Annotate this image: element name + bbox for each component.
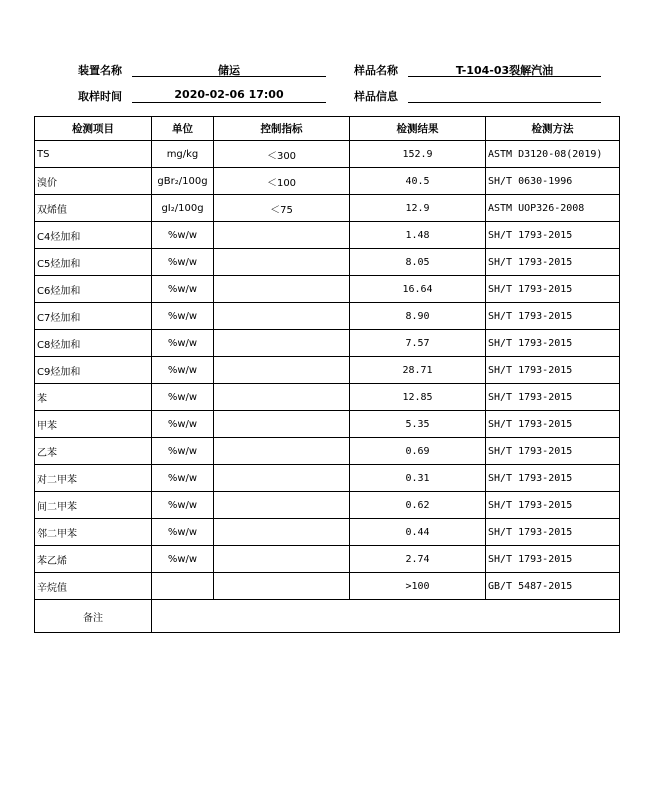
cell-method: SH/T 0630-1996 <box>486 168 620 195</box>
cell-unit: %w/w <box>152 492 214 519</box>
cell-item: 溴价 <box>35 168 152 195</box>
cell-result: 5.35 <box>350 411 486 438</box>
table-row <box>35 141 620 168</box>
cell-unit: gI₂/100g <box>152 195 214 222</box>
cell-result: 0.62 <box>350 492 486 519</box>
cell-method: SH/T 1793-2015 <box>486 276 620 303</box>
table-row <box>35 519 620 546</box>
cell-limit: ＜100 <box>214 168 350 195</box>
cell-unit: %w/w <box>152 438 214 465</box>
table-row <box>35 222 620 249</box>
cell-result: 28.71 <box>350 357 486 384</box>
table-row <box>35 573 620 600</box>
cell-item: C8烃加和 <box>35 330 152 357</box>
cell-item: 甲苯 <box>35 411 152 438</box>
cell-unit: gBr₂/100g <box>152 168 214 195</box>
column-header-item: 检测项目 <box>35 117 152 141</box>
table-row <box>35 411 620 438</box>
cell-result: 152.9 <box>350 141 486 168</box>
cell-unit: %w/w <box>152 546 214 573</box>
sample-name-label: 样品名称 <box>354 64 398 77</box>
sample-time-label: 取样时间 <box>78 90 122 103</box>
table-row <box>35 492 620 519</box>
cell-limit <box>214 411 350 438</box>
table-row <box>35 330 620 357</box>
cell-item: 双烯值 <box>35 195 152 222</box>
cell-unit: %w/w <box>152 303 214 330</box>
cell-result: 8.05 <box>350 249 486 276</box>
cell-item: 邻二甲苯 <box>35 519 152 546</box>
cell-item: 辛烷值 <box>35 573 152 600</box>
results-table <box>34 116 620 633</box>
cell-result: 16.64 <box>350 276 486 303</box>
table-row <box>35 168 620 195</box>
cell-limit <box>214 573 350 600</box>
cell-result: 0.31 <box>350 465 486 492</box>
cell-method: SH/T 1793-2015 <box>486 384 620 411</box>
cell-result: 2.74 <box>350 546 486 573</box>
cell-unit: %w/w <box>152 357 214 384</box>
cell-method: SH/T 1793-2015 <box>486 519 620 546</box>
table-row <box>35 465 620 492</box>
cell-unit: %w/w <box>152 465 214 492</box>
table-row <box>35 249 620 276</box>
cell-method: SH/T 1793-2015 <box>486 411 620 438</box>
device-name-underline <box>132 76 326 77</box>
sample-time-underline <box>132 102 326 103</box>
cell-limit <box>214 492 350 519</box>
cell-method: SH/T 1793-2015 <box>486 222 620 249</box>
sample-name-underline <box>408 76 601 77</box>
remark-row <box>35 600 620 633</box>
cell-item: 苯乙烯 <box>35 546 152 573</box>
cell-unit: %w/w <box>152 222 214 249</box>
cell-result: 0.69 <box>350 438 486 465</box>
column-header-unit: 单位 <box>152 117 214 141</box>
cell-method: SH/T 1793-2015 <box>486 546 620 573</box>
sample-name-value: T-104-03裂解汽油 <box>455 64 554 77</box>
cell-item: TS <box>35 141 152 168</box>
table-row <box>35 357 620 384</box>
cell-unit: %w/w <box>152 249 214 276</box>
table-header-row <box>35 117 620 141</box>
cell-method: ASTM UOP326-2008 <box>486 195 620 222</box>
cell-result: 0.44 <box>350 519 486 546</box>
cell-limit <box>214 465 350 492</box>
cell-method: SH/T 1793-2015 <box>486 492 620 519</box>
cell-result: 8.90 <box>350 303 486 330</box>
cell-limit <box>214 303 350 330</box>
cell-result: 12.85 <box>350 384 486 411</box>
cell-item: C5烃加和 <box>35 249 152 276</box>
cell-method: SH/T 1793-2015 <box>486 330 620 357</box>
cell-item: C9烃加和 <box>35 357 152 384</box>
sample-time-value: 2020-02-06 17:00 <box>174 88 284 101</box>
table-row <box>35 546 620 573</box>
remark-value <box>152 600 620 633</box>
table-row <box>35 384 620 411</box>
cell-limit <box>214 546 350 573</box>
cell-method: SH/T 1793-2015 <box>486 303 620 330</box>
cell-limit <box>214 276 350 303</box>
cell-result: >100 <box>350 573 486 600</box>
cell-unit: %w/w <box>152 276 214 303</box>
cell-item: 乙苯 <box>35 438 152 465</box>
cell-method: GB/T 5487-2015 <box>486 573 620 600</box>
cell-result: 1.48 <box>350 222 486 249</box>
cell-method: SH/T 1793-2015 <box>486 438 620 465</box>
cell-item: C7烃加和 <box>35 303 152 330</box>
cell-limit: ＜300 <box>214 141 350 168</box>
cell-result: 40.5 <box>350 168 486 195</box>
cell-unit: %w/w <box>152 384 214 411</box>
cell-limit <box>214 357 350 384</box>
table-row <box>35 195 620 222</box>
cell-limit <box>214 222 350 249</box>
cell-unit: %w/w <box>152 411 214 438</box>
cell-method: SH/T 1793-2015 <box>486 357 620 384</box>
cell-limit <box>214 384 350 411</box>
sample-info-underline <box>408 102 601 103</box>
cell-item: C6烃加和 <box>35 276 152 303</box>
cell-unit: %w/w <box>152 519 214 546</box>
table-row <box>35 303 620 330</box>
device-name-value: 储运 <box>218 64 240 77</box>
table-row <box>35 276 620 303</box>
cell-method: SH/T 1793-2015 <box>486 465 620 492</box>
cell-method: SH/T 1793-2015 <box>486 249 620 276</box>
device-name-label: 装置名称 <box>78 64 122 77</box>
cell-limit <box>214 249 350 276</box>
column-header-method: 检测方法 <box>486 117 620 141</box>
cell-unit: mg/kg <box>152 141 214 168</box>
cell-item: C4烃加和 <box>35 222 152 249</box>
table-body <box>35 141 620 600</box>
cell-method: ASTM D3120-08(2019) <box>486 141 620 168</box>
cell-result: 12.9 <box>350 195 486 222</box>
cell-unit: %w/w <box>152 330 214 357</box>
cell-limit <box>214 438 350 465</box>
remark-label: 备注 <box>35 600 152 633</box>
cell-limit <box>214 519 350 546</box>
cell-item: 苯 <box>35 384 152 411</box>
sample-info-label: 样品信息 <box>354 90 398 103</box>
cell-item: 对二甲苯 <box>35 465 152 492</box>
cell-result: 7.57 <box>350 330 486 357</box>
column-header-result: 检测结果 <box>350 117 486 141</box>
table-row <box>35 438 620 465</box>
cell-unit <box>152 573 214 600</box>
column-header-limit: 控制指标 <box>214 117 350 141</box>
cell-item: 间二甲苯 <box>35 492 152 519</box>
cell-limit <box>214 330 350 357</box>
cell-limit: ＜75 <box>214 195 350 222</box>
